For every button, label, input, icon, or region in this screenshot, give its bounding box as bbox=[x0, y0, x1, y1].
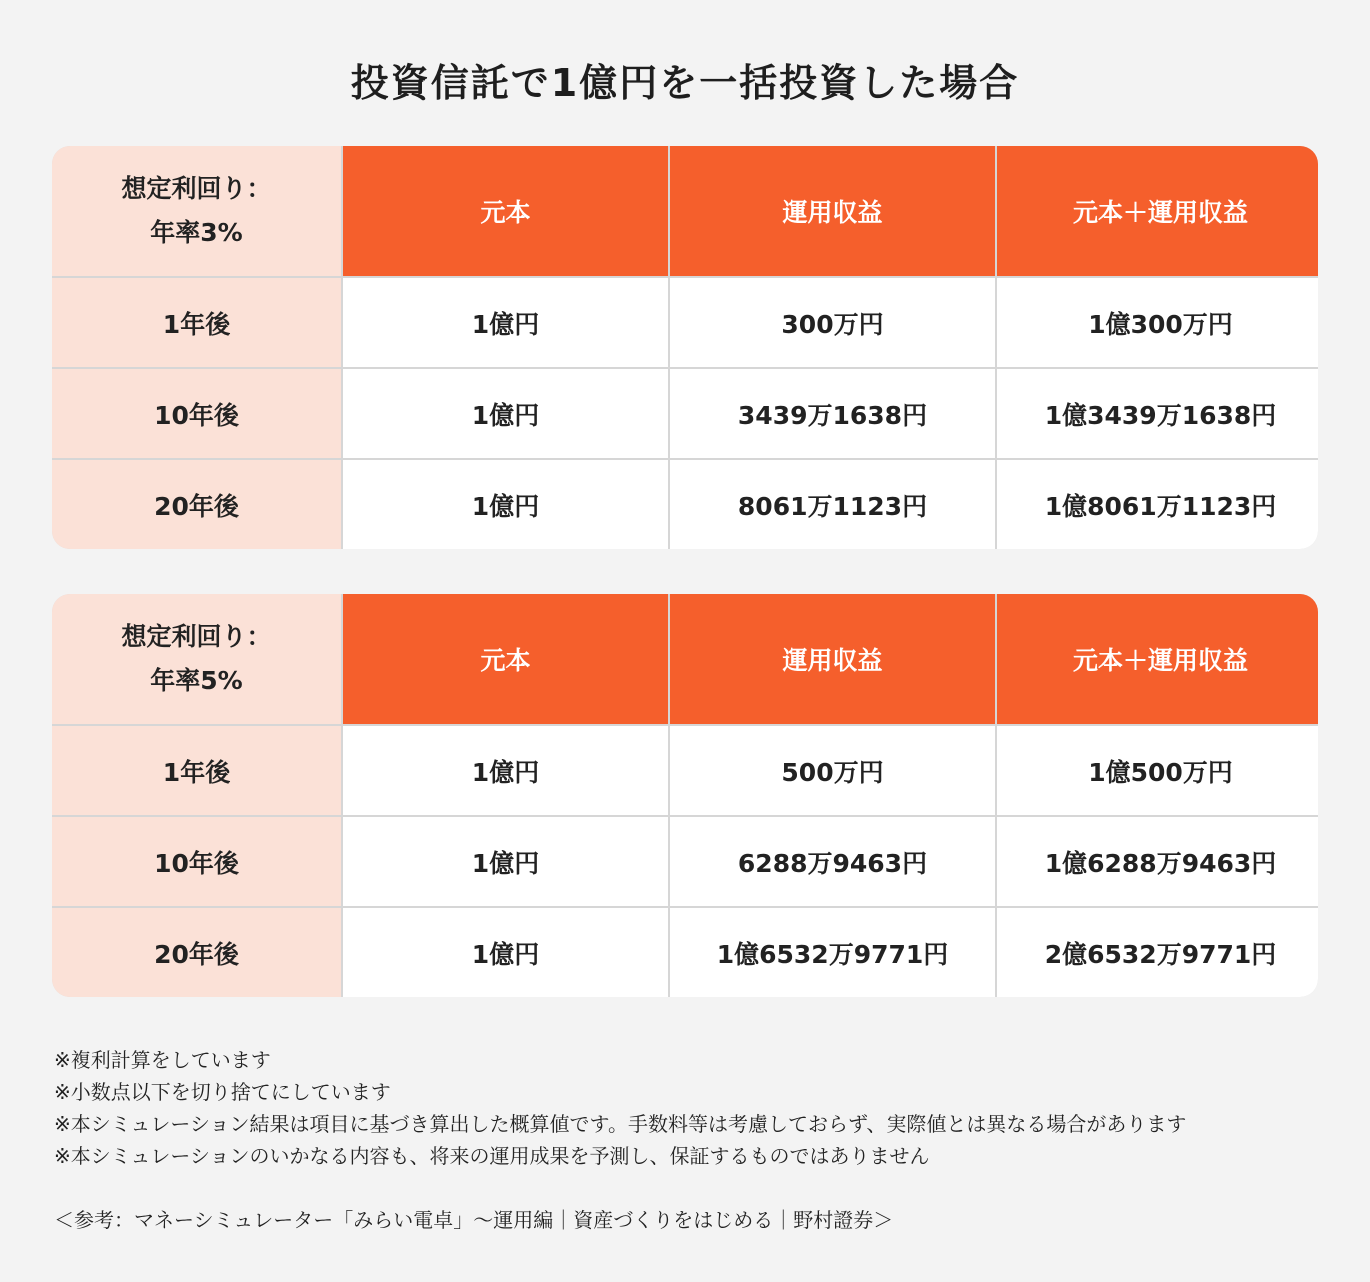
table-corner-header bbox=[52, 594, 341, 724]
total-cell: 1億8061万1123円 bbox=[997, 460, 1318, 549]
principal-cell: 1億円 bbox=[343, 817, 668, 906]
profit-cell: 500万円 bbox=[670, 726, 995, 815]
column-header-total: 元本＋運用収益 bbox=[997, 146, 1318, 276]
total-cell: 1億300万円 bbox=[997, 278, 1318, 367]
corner-rate: 年率5% bbox=[150, 666, 243, 695]
footnotes bbox=[54, 1044, 1186, 1172]
principal-cell: 1億円 bbox=[343, 908, 668, 997]
profit-cell: 8061万1123円 bbox=[670, 460, 995, 549]
footnote: ※小数点以下を切り捨てにしています bbox=[54, 1080, 391, 1104]
footnote: ※複利計算をしています bbox=[54, 1048, 271, 1072]
profit-cell: 6288万9463円 bbox=[670, 817, 995, 906]
row-label: 10年後 bbox=[52, 369, 341, 458]
column-header-principal: 元本 bbox=[343, 146, 668, 276]
column-header-profit: 運用収益 bbox=[670, 146, 995, 276]
profit-cell: 1億6532万9771円 bbox=[670, 908, 995, 997]
footnote: ※本シミュレーションのいかなる内容も、将来の運用成果を予測し、保証するものではありません bbox=[54, 1144, 930, 1168]
row-label: 1年後 bbox=[52, 726, 341, 815]
footnote: ※本シミュレーション結果は項目に基づき算出した概算値です。手数料等は考慮しておらず、実際値とは異なる場合があります bbox=[54, 1112, 1187, 1136]
profit-cell: 3439万1638円 bbox=[670, 369, 995, 458]
corner-label: 想定利回り： bbox=[121, 622, 272, 651]
reference-source: ＜参考：マネーシミュレーター「みらい電卓」〜運用編｜資産づくりをはじめる｜野村證券＞ bbox=[54, 1208, 894, 1232]
column-header-principal: 元本 bbox=[343, 594, 668, 724]
simulation-table-3-percent bbox=[52, 146, 1318, 549]
principal-cell: 1億円 bbox=[343, 726, 668, 815]
total-cell: 1億6288万9463円 bbox=[997, 817, 1318, 906]
total-cell: 1億3439万1638円 bbox=[997, 369, 1318, 458]
total-cell: 2億6532万9771円 bbox=[997, 908, 1318, 997]
principal-cell: 1億円 bbox=[343, 278, 668, 367]
page-title: 投資信託で1億円を一括投資した場合 bbox=[350, 61, 1020, 105]
corner-rate: 年率3% bbox=[150, 218, 243, 247]
row-label: 20年後 bbox=[52, 460, 341, 549]
row-label: 20年後 bbox=[52, 908, 341, 997]
table-corner-header bbox=[52, 146, 341, 276]
corner-label: 想定利回り： bbox=[121, 174, 272, 203]
profit-cell: 300万円 bbox=[670, 278, 995, 367]
column-header-profit: 運用収益 bbox=[670, 594, 995, 724]
row-label: 10年後 bbox=[52, 817, 341, 906]
row-label: 1年後 bbox=[52, 278, 341, 367]
simulation-table-5-percent bbox=[52, 594, 1318, 997]
column-header-total: 元本＋運用収益 bbox=[997, 594, 1318, 724]
total-cell: 1億500万円 bbox=[997, 726, 1318, 815]
principal-cell: 1億円 bbox=[343, 460, 668, 549]
principal-cell: 1億円 bbox=[343, 369, 668, 458]
